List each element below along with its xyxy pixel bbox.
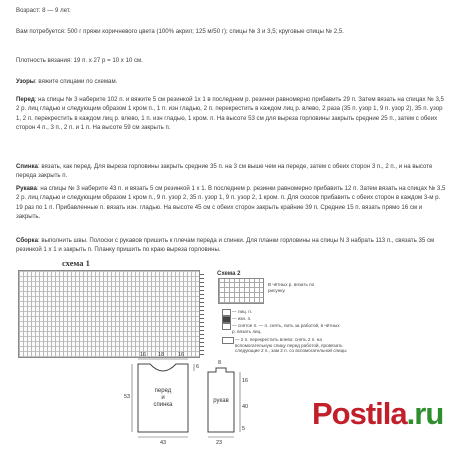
dim-sleeve-h2: 40 — [242, 404, 249, 410]
dim-top-left: 16 — [140, 352, 147, 358]
dim-top-right: 16 — [178, 352, 185, 358]
legend-item-purl: — изн. п. — [232, 316, 252, 321]
legend-item-slipped: — снятое п. — п. снять, пить за работой, в чётных р. вязать лиц. — [232, 323, 340, 334]
dim-sleeve-h1: 16 — [242, 378, 249, 384]
sleeve-heading: Рукава — [16, 185, 37, 192]
dim-sleeve-bottom: 23 — [216, 440, 223, 446]
scheme1-title: схема 1 — [62, 258, 90, 268]
dim-rib: 5 — [242, 426, 246, 432]
legend-repeat-note: В чётных р. вязать по рисунку. — [268, 282, 315, 293]
dim-height: 53 — [124, 394, 131, 400]
front-heading: Перед — [16, 96, 35, 103]
sleeve-paragraph: Рукава: на спицы № 3 наберите 43 п. и вязать 5 см резинкой 1 х 1. В последнем р. резинки равномерно прибавить 12 п. Затем вязать на спицах № 3,5 2 р. лиц гладью и следующим образом 1 кром п., 9 п. узор 2, 35 п. узор 1, 9 п. узор 2, 1 кром. п. Для скосов прибавить с обеих сторон в каждом 3-м р. 19 раз по 1 п. Прибавленные п. вязать изн. гладью. На высоте 45 см с обеих сторон закрыть крайние 39 п. Средние 15 п. вязать прямо 16 см и закрыть. — [16, 185, 446, 221]
density-line: Плотность вязания: 19 п. х 27 р = 10 х 10 см. — [16, 57, 143, 64]
front-back-label: перед и спинка — [153, 388, 173, 408]
materials-paragraph: Вам потребуется: 500 г пряжи коричневого цвета (100% акрил; 125 м/50 г); спицы № 3 и 3,5; круговые спицы № 2,5. — [16, 28, 344, 35]
dim-bottom-width: 43 — [160, 440, 167, 446]
assembly-heading: Сборка — [16, 237, 38, 244]
dim-top-mid: 18 — [158, 352, 165, 358]
dim-small: 6 — [196, 364, 200, 370]
front-paragraph: Перед: на спицы № 3 наберите 102 п. и вяжите 5 см резинкой 1х 1 в последнем р. резинки равномерно прибавить 29 п. Затем вязать на спицах № 3,5 2 р. лиц гладью и следующим образом 1 кром п., 1 п. изн гладью, 2 п. перекрестить в каждом лиц р. влево, 2 раза (35 п. узор 1, 9 п. узор 2), 35 п. узор 1, 2 п. перекрестить в каждом лиц р. влево, 1 п. изн гладью, 1 кром. п. На высоте 53 см для выреза горловины закрыть средние 25 п., затем с обеих сторон 4 п., 3 п., 2 п. и 1 п. На высоте 59 см закрыть п. — [16, 96, 444, 132]
sleeve-label: рукав — [213, 398, 229, 404]
back-heading: Спинка — [16, 163, 38, 170]
legend-item-cross: — 2 п. перекрестить влево: снять 2 п. на вспомогательную спицу перед работой, провязать следующие 2 п., зам 2 п. со вспомогательной спицы — [235, 337, 347, 354]
dim-sleeve-top: 8 — [218, 360, 222, 366]
legend-item-knit: — лиц. п. — [232, 309, 253, 314]
patterns-paragraph: Узоры: вяжите спицами по схемам. — [16, 78, 118, 85]
scheme2-title: Схема 2 — [217, 271, 241, 277]
age-line: Возраст: 8 — 9 лет. — [16, 7, 71, 14]
back-paragraph: Спинка: вязать, как перед. Для выреза горловины закрыть средние 35 п. на 3 см выше чем на переде, затем с обеих сторон 3 п., 2 п., и на высоте переда закрыть п. — [16, 163, 433, 180]
postila-logo: Postila.ru — [312, 396, 444, 431]
patterns-heading: Узоры — [16, 78, 36, 85]
assembly-paragraph: Сборка: выполнить швы. Полоски с рукавов пришить к плечам переда и спинки. Для планки горловины на спицы N 3 набрать 113 п., связать 35 см резинкой 1 х 1 и закрыть п. Планку пришить по краю выреза горловины. — [16, 237, 435, 254]
